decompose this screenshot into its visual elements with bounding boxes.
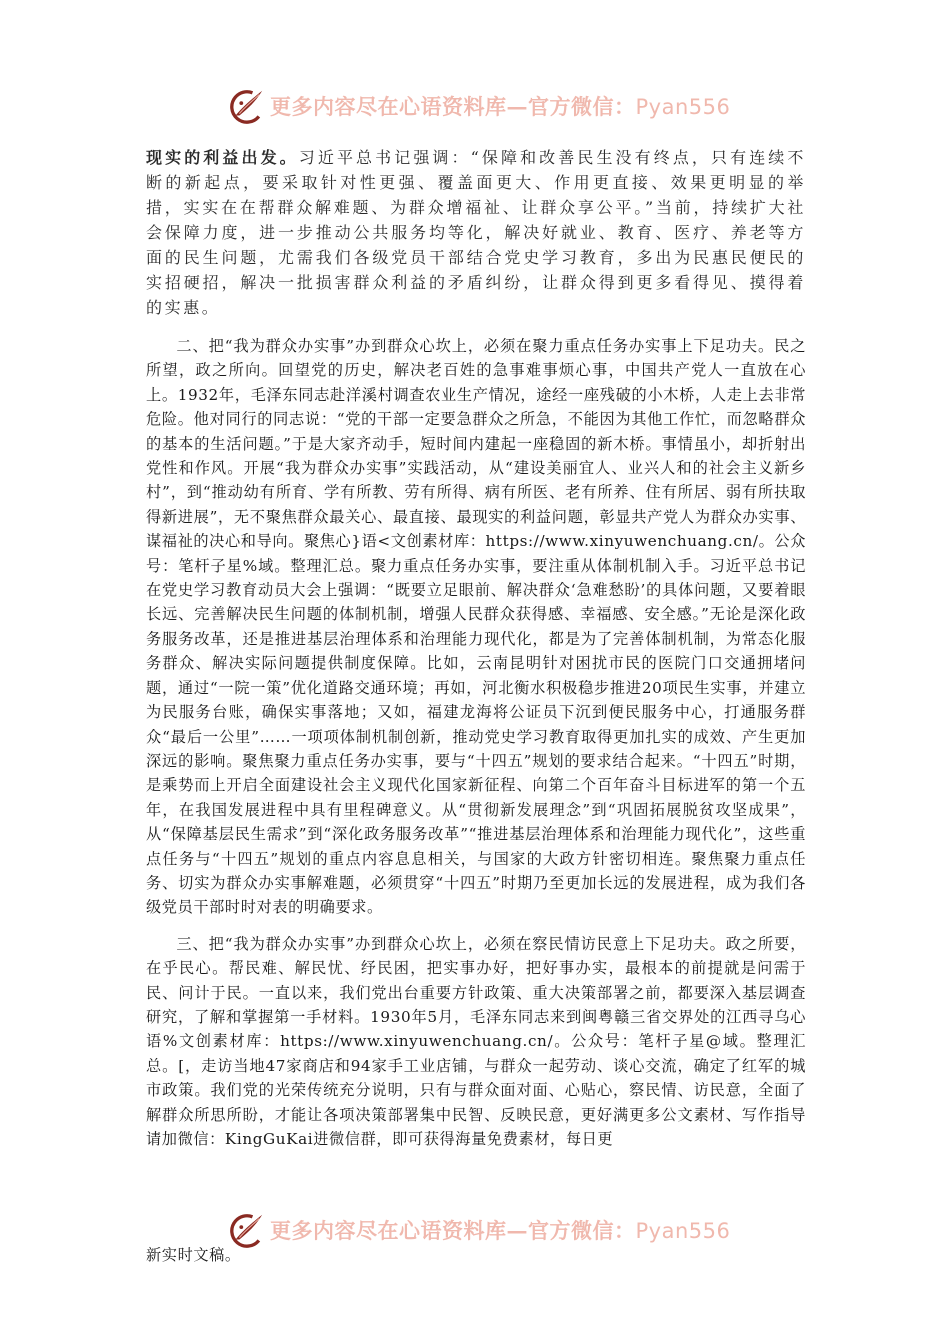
header-watermark-banner xyxy=(228,84,730,128)
paragraph-2: 二、把“我为群众办实事”办到群众心坎上，必须在聚力重点任务办实事上下足功夫。民之所望，政之所向。回望党的历史，解决老百姓的急事难事烦心事，中国共产党人一直放在心上。1932年，毛泽东同志赴洋溪村调查农业生产情况，途经一座残破的小木桥，人走上去非常危险。他对同行的同志说：“党的干部一定要急群众之所急，不能因为其他工作忙，而忽略群众的基本的生活问题。”于是大家齐动手，短时间内建起一座稳固的新木桥。事情虽小，却折射出党性和作风。开展“我为群众办实事”实践活动，从“建设美丽宜人、业兴人和的社会主义新乡村”，到“推动幼有所育、学有所教、劳有所得、病有所医、老有所养、住有所居、弱有所扶取得新进展”，无不聚焦群众最关心、最直接、最现实的利益问题，彰显共产党人为群众办实事、谋福祉的决心和导向。聚焦心}语<文创素材库：https://www.xinyuwenchuang.cn/。公众号：笔杆子星%域。整理汇总。聚力重点任务办实事，要注重从体制机制入手。习近平总书记在党史学习教育动员大会上强调：“既要立足眼前、解决群众‘急难愁盼’的具体问题，又要着眼长远、完善解决民生问题的体制机制，增强人民群众获得感、幸福感、安全感。”无论是深化政务服务改革，还是推进基层治理体系和治理能力现代化，都是为了完善体制机制，为常态化服务群众、解决实际问题提供制度保障。比如，云南昆明针对困扰市民的医院门口交通拥堵问题，通过“一院一策”优化道路交通环境；再如，河北衡水积极稳步推进20项民生实事，并建立为民服务台账，确保实事落地；又如，福建龙海将公证员下沉到便民服务中心，打通服务群众“最后一公里”……一项项体制机制创新，推动党史学习教育取得更加扎实的成效、产生更加深远的影响。聚焦聚力重点任务办实事，要与“十四五”规划的要求结合起来。“十四五”时期，是乘势而上开启全面建设社会主义现代化国家新征程、向第二个百年奋斗目标进军的第一个五年，在我国发展进程中具有里程碑意义。从“贯彻新发展理念”到“巩固拓展脱贫攻坚成果”，从“保障基层民生需求”到“深化政务服务改革”“推进基层治理体系和治理能力现代化”，这些重点任务与“十四五”规划的重点内容息息相关，与国家的大政方针密切相连。聚焦聚力重点任务、切实为群众办实事解难题，必须贯穿“十四五”时期乃至更加长远的发展进程，成为我们各级党员干部时时对表的明确要求。 xyxy=(146,337,806,917)
banner-wechat-id: Pyan556 xyxy=(635,95,731,119)
banner-text: 更多内容尽在心语资料库—官方微信：Pyan556 xyxy=(270,94,731,119)
paragraph-3: 三、把“我为群众办实事”办到群众心坎上，必须在察民情访民意上下足功夫。政之所要，在乎民心。帮民难、解民忧、纾民困，把实事办好，把好事办实，最根本的前提就是问需于民、问计于民。一直以来，我们党出台重要方针政策、重大决策部署之前，都要深入基层调查研究，了解和掌握第一手材料。1930年5月，毛泽东同志来到闽粤赣三省交界处的江西寻乌心语%文创素材库：https://www.xinyuwenchuang.cn/。公众号：笔杆子星@域。整理汇总。[，走访当地47家商店和94家手工业店铺，与群众一起劳动、谈心交流，确定了红军的城市政策。我们党的光荣传统充分说明，只有与群众面对面、心贴心，察民情、访民意，全面了解群众所思所盼，才能让各项决策部署集中民智、反映民意，更好满更多公文素材、写作指导请加微信：KingGuKai进微信群，即可获得海量免费素材，每日更 xyxy=(146,934,806,1148)
continued-text-line: 新实时文稿。 xyxy=(146,1246,241,1264)
footer-watermark-banner xyxy=(228,1208,730,1252)
feather-pen-logo-icon xyxy=(228,87,266,125)
paragraph-1-text: 习近平总书记强调：“保障和改善民生没有终点，只有连续不断的新起点，要采取针对性更强、覆盖面更大、作用更直接、效果更明显的举措，实实在在帮群众解难题、为群众增福祉、让群众享公平。”当前，持续扩大社会保障力度，进一步推动公共服务均等化，解决好就业、教育、医疗、养老等方面的民生问题，尤需我们各级党员干部结合党史学习教育，多出为民惠民便民的实招硬招，解决一批损害群众利益的矛盾纠纷，让群众得到更多看得见、摸得着的实惠。 xyxy=(146,148,806,317)
paragraph-1 xyxy=(146,145,806,320)
banner-text: 更多内容尽在心语资料库—官方微信：Pyan556 xyxy=(270,1218,731,1243)
paragraph-1-bold-lead: 现实的利益出发。 xyxy=(146,148,299,167)
document-body xyxy=(146,145,806,1151)
banner-wechat-id: Pyan556 xyxy=(635,1219,731,1243)
